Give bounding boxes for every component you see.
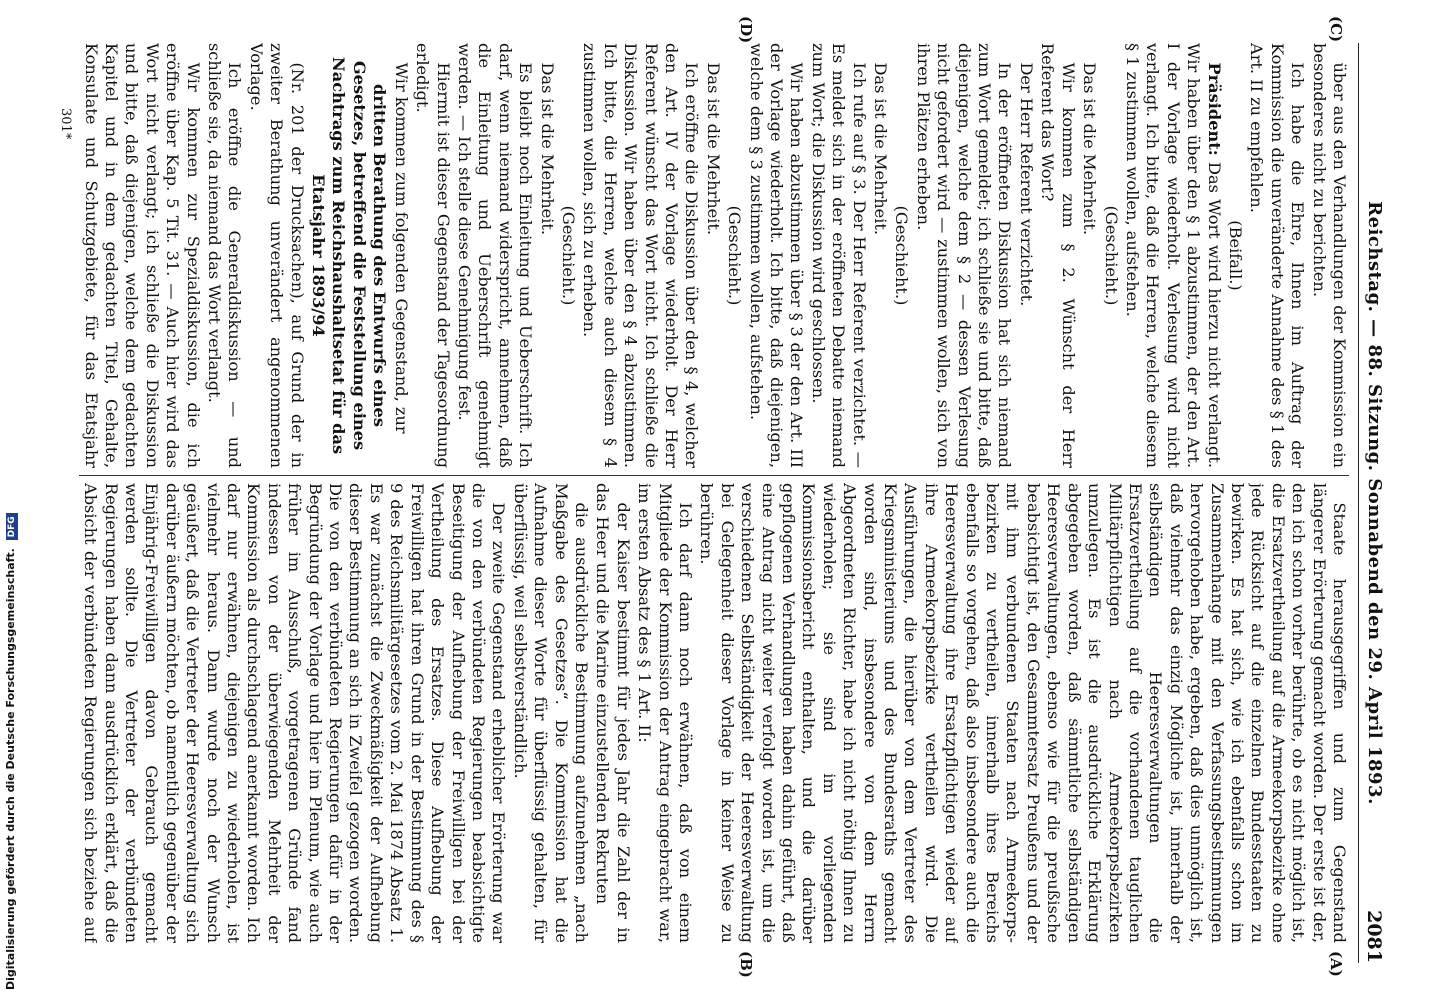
dfg-logo: DFG bbox=[6, 513, 18, 540]
column-divider bbox=[79, 475, 1349, 476]
page-number: 2081 bbox=[1363, 910, 1385, 963]
speaker-name: Präsident: bbox=[1204, 62, 1224, 156]
paragraph: über aus den Verhandlungen der Kommission ein besonderes nicht zu berichten. bbox=[1309, 43, 1349, 468]
paragraph: Hiermit ist dieser Gegenstand der Tagesordnung erledigt. bbox=[413, 43, 453, 468]
stage-direction: (Geschieht.) bbox=[725, 205, 745, 306]
agenda-item-title bbox=[308, 43, 390, 468]
margin-mark-d: (D) bbox=[737, 16, 755, 44]
right-column bbox=[79, 43, 1349, 468]
paragraph: Wir kommen zum folgenden Gegenstand, zur bbox=[391, 62, 411, 434]
paragraph: Staate herausgegriffen und zum Gegenstand längerer Erörterung gemacht worden. Der erste ist der, den ich schon vorher berührte, ob es nicht möglich ist, die Ersatzvertheilung auf die Armeekorpsbezirke ohne jede Rücksicht auf die einzelnen Bundesstaaten zu bewirken. Es hat sich, wie ich ebenfalls schon im Zusammenhange mit den Verfassungsbestimmungen hervorgehoben habe, ergeben, daß dies unmöglich ist, daß vielmehr das einzig Mögliche ist, innerhalb der selbständigen Heeresverwaltungen die Ersatzvertheilung auf die vorhandenen tauglichen Militärpflichtigen nach Armeekorpsbezirken umzulegen. Es ist die ausdrückliche Erklärung abgegeben worden, daß sämmtliche selbständigen Heeresverwaltungen, ebenso wie für die preußische beabsichtigt ist, den Gesammtersatz Preußens und der mit ihm verbundenen Staaten nach Armeekorps-bezirken zu vertheilen, innerhalb ihres Bereichs ebenfalls so vorgehen, daß also insbesondere auch die Heeresverwaltung ihre Ersatzpflichtigen wieder auf ihre Armeekorpsbezirke vertheilen wird. Die Ausführungen, die hierüber von dem Vertreter des Kriegsministeriums und des Bundesraths gemacht worden sind, insbesondere von dem Herrn Abgeordneten Richter, habe ich nicht nöthig Ihnen zu wiederholen; sie sind im vorliegenden Kommissionsbericht enthalten, und die darüber gepflogenen Verhandlungen haben dahin geführt, daß eine Antrag nicht weiter verfolgt worden ist, um die verschiedenen Selbständigkeit der Heeresverwaltung bei Gelegenheit dieser Vorlage in keiner Weise zu berühren. bbox=[697, 483, 1349, 943]
paragraph: Der Herr Referent verzichtet. bbox=[1016, 62, 1036, 307]
paragraph: Das ist die Mehrheit. bbox=[537, 62, 557, 236]
paragraph: Das ist die Mehrheit. bbox=[703, 62, 723, 236]
paragraph: Ich darf dann noch erwähnen, daß von einem Mitgliede der Kommission der Antrag eingebracht war, im ersten Absatz des § 1 Art. II: bbox=[635, 483, 695, 943]
stage-direction: (Beifall.) bbox=[1225, 220, 1245, 291]
scanned-page bbox=[55, 8, 1405, 983]
header-title: Reichstag. — 88. Sitzung. Sonnabend den 29. April 1893. bbox=[1364, 201, 1385, 805]
paragraph: Der zweite Gegenstand erheblicher Erörterung war die von den verbündeten Regierungen beabsichtigte Beseitigung der Aufhebung der Freiwilligen bei der Vertheilung des Ersatzes. Diese Aufhebung der Freiwilligen hat ihren Grund in der Bestimmung des § 9 des Reichsmilitärgesetzes vom 2. Mai 1874 Absatz 1. Es war zunächst die Zweckmäßigkeit der Aufhebung dieser Bestimmung an sich in Zweifel gezogen worden. Die von den verbündeten Regierungen dafür in der Begründung der Vorlage und hier im Plenum, wie auch früher im Ausschuß, vorgetragenen Gründe fand indessen von der überwiegenden Mehrheit der Kommission als durchschlagend anerkannt worden. Ich darf nur erwähnen, diejenigen zu wiederholen, ist vielmehr heraus. Dann wurde noch der Wunsch geäußert, daß die Vertreter der Heeresverwaltung sich darüber äußern möchten, ob namentlich gegenüber der Einjährig-Freiwilligen davon Gebrauch gemacht werden sollte. Die Vertreter der verbündeten Regierungen haben dann ausdrücklich erklärt, daß die Absicht der verbündeten Regierungen sich beziehe auf bbox=[81, 483, 509, 943]
paragraph: Es bleibt noch Einleitung und Ueberschrift. Ich darf, wenn niemand widerspricht, annehmen, daß die Einleitung und Ueberschrift genehmigt werden. — Ich stelle diese Genehmigung fest. bbox=[454, 43, 536, 468]
paragraph: Wir kommen zur Spezialdiskussion, die ich eröffne über Kap. 5 Tit. 31. — Auch hier wird das Wort nicht verlangt; ich schließe die Diskussion und bitte, daß diejenigen, welche dem gedachten Kapitel und in dem gedachten Titel, Gehalte, Konsulate und Schutzgebiete, für das Etatsjahr bbox=[81, 43, 203, 468]
paragraph: In der eröffneten Diskussion hat sich niemand zum Wort gemeldet; ich schließe sie und bitte, daß diejenigen, welche dem § 2 — dessen Verlesung nicht gefordert wird — zustimmen wollen, sich von ihren Plätzen erheben. bbox=[913, 43, 1015, 468]
paragraph: Wir haben abzustimmen über § 3 der den Art. III der Vorlage wiederholt. Ich bitte, daß diejenigen, welche dem § 3 zustimmen wollen, aufstehen. bbox=[746, 43, 807, 468]
digitization-text: Digitalisierung gefördert durch die Deutsche Forschungsgemeinschaft. bbox=[4, 548, 17, 990]
paragraph: Wir kommen zum § 2. Wünscht der Herr Referent das Wort? bbox=[1038, 43, 1078, 468]
paragraph: die ausdrückliche Bestimmung aufzunehmen „nach Maßgabe des Gesetzes“. Die Kommission hat die Aufnahme dieser Worte für überflüssig gehalten, für überflüssig, weil selbstverständlich. bbox=[510, 483, 591, 943]
paragraph: Das ist die Mehrheit. bbox=[871, 62, 891, 236]
paragraph: Ich habe die Ehre, Ihnen im Auftrag der Kommission die unveränderte Annahme des § 1 des Art. II zu empfehlen. bbox=[1247, 43, 1308, 468]
stage-direction: (Geschieht.) bbox=[1101, 205, 1121, 306]
stage-direction: (Geschieht.) bbox=[892, 205, 912, 306]
margin-mark-a: (A) bbox=[1327, 951, 1345, 977]
speaker-text: Das Wort wird hierzu nicht verlangt. Wir haben über den § 1 abzustimmen, der den Art. I der Vorlage wiederholt. Verlesung wird nicht verlangt. Ich bitte, daß die Herren, welche diesem § 1 zustimmen wollen, aufstehen. bbox=[1122, 43, 1224, 468]
margin-mark-c: (C) bbox=[1327, 16, 1345, 43]
paragraph: der Kaiser bestimmt für jedes Jahr die Zahl der in das Heer und die Marine einzustellenden Rekruten bbox=[593, 483, 633, 943]
footer-number: 301* bbox=[58, 108, 73, 140]
page-header bbox=[1358, 43, 1391, 963]
speaker-paragraph bbox=[1122, 43, 1224, 468]
stage-direction: (Geschieht.) bbox=[558, 205, 578, 306]
paragraph: (Nr. 201 der Drucksachen), auf Grund der in zweiter Berathung unverändert angenommenen Vorlage. bbox=[246, 43, 307, 468]
left-column bbox=[79, 483, 1349, 943]
margin-mark-b: (B) bbox=[737, 951, 755, 978]
paragraph: Ich eröffne die Diskussion über den § 4, welcher den Art. IV der Vorlage wiederholt. Der Herr Referent wünscht das Wort nicht. Ich schließe die Diskussion. Wir haben über den § 4 abzustimmen. Ich bitte, die Herren, welche auch diesem § 4 zustimmen wollen, sich zu erheben. bbox=[580, 43, 702, 468]
paragraph: Das ist die Mehrheit. bbox=[1080, 62, 1100, 236]
agenda-item-title-text: dritten Berathung des Entwurfs eines Gesetzes, betreffend die Feststellung eines Nachtrags zum Reichshaushaltsetat für das Etatsjahr 1893/94 bbox=[309, 56, 390, 455]
paragraph: Ich eröffne die Generaldiskussion — und schließe sie, da niemand das Wort verlangt. bbox=[205, 43, 245, 468]
paragraph: Ich rufe auf § 3. Der Herr Referent verzichtet. — Es meldet sich in der eröffneten Debatte niemand zum Wort; die Diskussion wird geschlossen. bbox=[808, 43, 869, 468]
digitization-note bbox=[4, 513, 18, 990]
